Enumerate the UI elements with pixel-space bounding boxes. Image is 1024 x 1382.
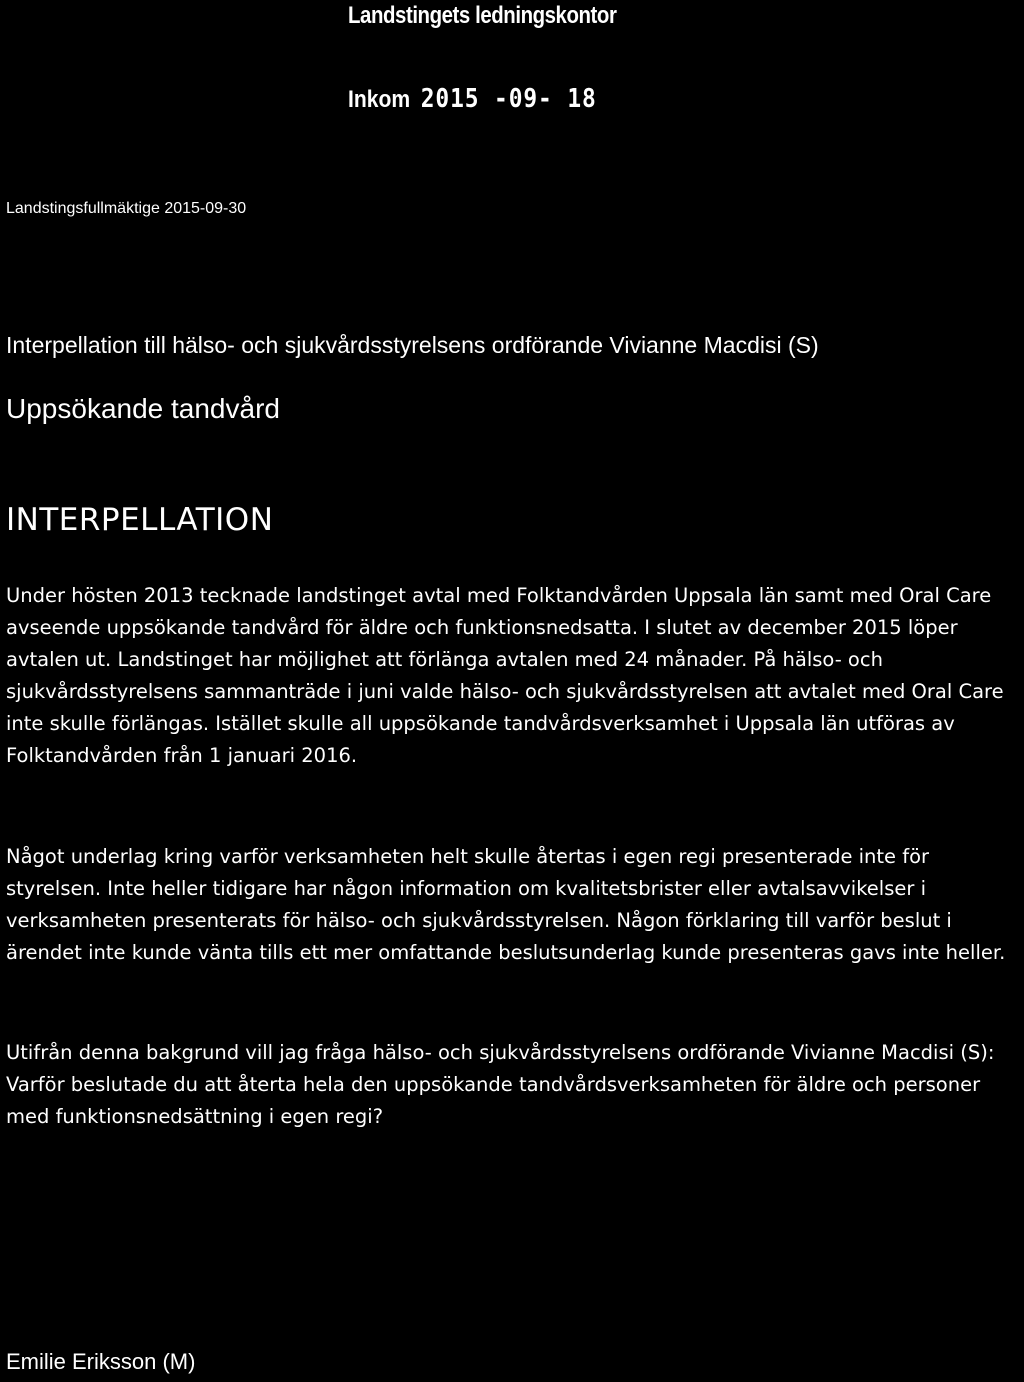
body-paragraph: Något underlag kring varför verksamheten helt skulle återtas i egen regi presenterade inte för styrelsen. Inte heller tidigare har någon information om kvalitetsbrister eller avtalsavvikelser i verksamheten presenterats för hälso- och sjukvårdsstyrelsen. Någon förklaring till varför beslut i ärendet inte kunde vänta tills ett mer omfattande beslutsunderlag kunde presenteras gavs inte heller. <box>6 845 1006 964</box>
body-paragraph: Under hösten 2013 tecknade landstinget avtal med Folktandvården Uppsala län samt med Oral Care avseende uppsökande tandvård för äldre och funktionsnedsatta. I slutet av december 2015 löper avtalen ut. Landstinget har möjlighet att förlänga avtalen med 24 månader. På hälso- och sjukvårdsstyrelsens sammanträde i juni valde hälso- och sjukvårdsstyrelsen att avtalet med Oral Care inte skulle förlängas. Istället skulle all uppsökande tandvårdsverksamhet i Uppsala län utföras av Folktandvården från 1 januari 2016. <box>6 584 1004 767</box>
document-heading: INTERPELLATION <box>6 502 274 538</box>
stamp-received-date: 2015 -09- 18 <box>420 84 597 114</box>
stamp-received-line <box>348 84 597 114</box>
meeting-reference: Landstingsfullmäktige 2015-09-30 <box>6 200 247 217</box>
stamp-received-label: Inkom <box>348 86 411 113</box>
subject-title: Uppsökande tandvård <box>6 393 280 424</box>
stamp-office-name: Landstingets ledningskontor <box>348 2 617 29</box>
body-paragraph: Utifrån denna bakgrund vill jag fråga hälso- och sjukvårdsstyrelsens ordförande Vivianne Macdisi (S): Varför beslutade du att återta hela den uppsökande tandvårdsverksamheten för äldre och personer med funktionsnedsättning i egen regi? <box>6 1041 995 1128</box>
author-signature: Emilie Eriksson (M) <box>6 1349 196 1374</box>
addressed-to: Interpellation till hälso- och sjukvårdsstyrelsens ordförande Vivianne Macdisi (S) <box>6 332 819 358</box>
